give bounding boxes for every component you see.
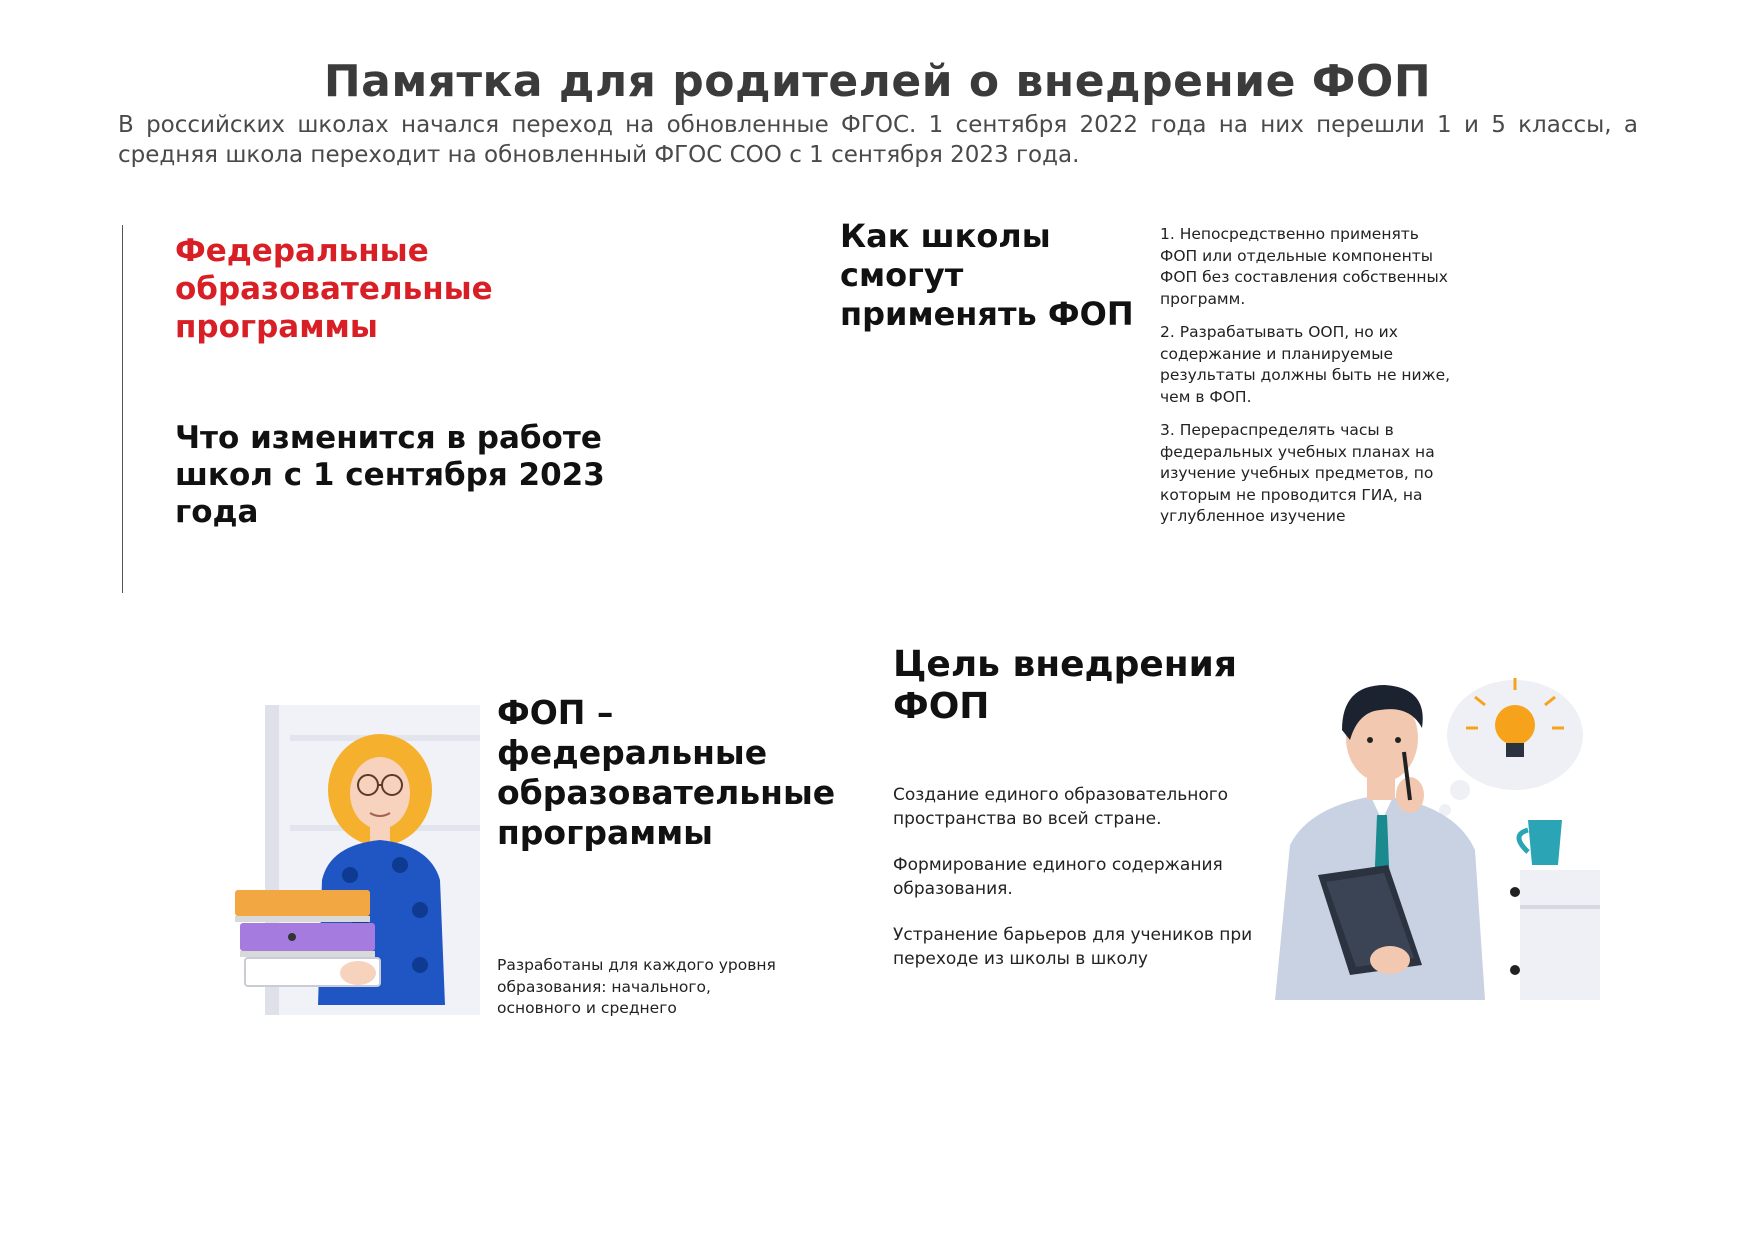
fop-description: Разработаны для каждого уровня образования: начального, основного и среднего (497, 956, 776, 1017)
goal-heading (893, 644, 1273, 728)
fop-heading (497, 693, 836, 853)
man-with-tablet-illustration (1270, 670, 1600, 1000)
list-item: Формирование единого содержания образования. (893, 855, 1223, 899)
woman-with-folders-illustration (230, 705, 480, 1015)
steps-list (1160, 224, 1460, 540)
red-heading-line: Федеральные (175, 233, 429, 269)
lightbulb-icon (1495, 705, 1535, 745)
how-heading-line: применять ФОП (840, 295, 1134, 333)
page-title: Памятка для родителей о внедрение ФОП (323, 56, 1432, 107)
red-heading-line: программы (175, 309, 378, 345)
goals-list (893, 783, 1253, 993)
fop-heading-line: федеральные (497, 733, 768, 772)
list-item: Устранение барьеров для учеников при переходе из школы в школу (893, 925, 1253, 969)
list-item: 3. Перераспределять часы в федеральных учебных планах на изучение учебных предметов, по которым не проводится ГИА, на углубленное изучение (1160, 421, 1435, 525)
fop-heading-line: программы (497, 813, 714, 852)
how-heading (840, 217, 1140, 334)
goal-heading-line: Цель внедрения (893, 644, 1238, 685)
divider-line (122, 225, 123, 593)
list-item: Создание единого образовательного пространства во всей стране. (893, 785, 1229, 829)
list-item: 2. Разрабатывать ООП, но их содержание и планируемые результаты должны быть не ниже, чем в ФОП. (1160, 323, 1451, 406)
goal-heading-line: ФОП (893, 686, 990, 727)
fop-heading-line: образовательные (497, 773, 836, 812)
intro-paragraph: В российских школах начался переход на обновленные ФГОС. 1 сентября 2022 года на них перешли 1 и 5 классы, а средняя школа переходит на обновленный ФГОС СОО с 1 сентября 2023 года. (118, 112, 1638, 168)
how-heading-line: Как школы (840, 217, 1051, 255)
red-heading-line: образовательные (175, 271, 493, 307)
red-heading (175, 232, 493, 346)
list-item: 1. Непосредственно применять ФОП или отдельные компоненты ФОП без составления собственных программ. (1160, 225, 1448, 308)
changes-question: Что изменится в работе школ с 1 сентября 2023 года (175, 420, 605, 530)
how-heading-line: смогут (840, 256, 964, 294)
fop-heading-line: ФОП – (497, 693, 614, 732)
